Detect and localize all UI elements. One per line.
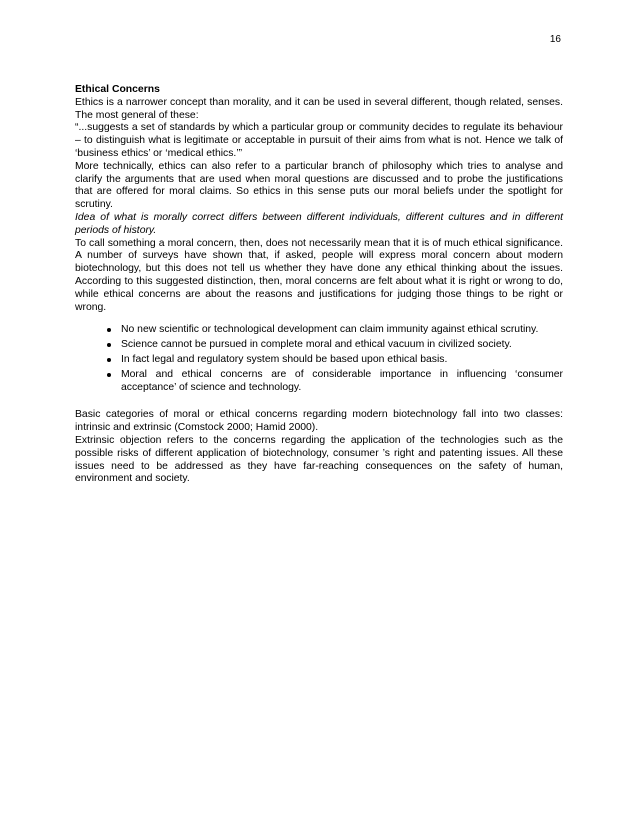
bullet-icon bbox=[107, 343, 111, 347]
spacer bbox=[75, 396, 563, 409]
bullet-icon bbox=[107, 358, 111, 362]
page-number: 16 bbox=[549, 34, 561, 45]
paragraph-ethics-definition: Ethics is a narrower concept than morality, and it can be used in several different, though related, senses. The most general of these: bbox=[75, 96, 563, 121]
paragraph-moral-concern: To call something a moral concern, then, does not necessarily mean that it is of much ethical significance. A number of surveys have shown that, if asked, people will express moral concern about modern biotechnology, but this does not tell us whether they have done any ethical thinking about the issues. According to this suggested distinction, then, moral concerns are felt about what it is right or wrong to do, while ethical concerns are about the reasons and justifications for judging those things to be right or wrong. bbox=[75, 237, 563, 313]
bullet-icon bbox=[107, 328, 111, 332]
bullet-item bbox=[121, 354, 563, 367]
bullet-icon bbox=[107, 373, 111, 377]
bullet-list bbox=[75, 324, 563, 394]
section-heading: Ethical Concerns bbox=[75, 84, 160, 95]
bullet-text: No new scientific or technological development can claim immunity against ethical scrutiny. bbox=[121, 324, 539, 336]
bullet-text: In fact legal and regulatory system should be based upon ethical basis. bbox=[121, 353, 448, 365]
bullet-text: Science cannot be pursued in complete moral and ethical vacuum in civilized society. bbox=[121, 339, 512, 351]
bullet-item bbox=[121, 369, 563, 395]
paragraph-categories: Basic categories of moral or ethical concerns regarding modern biotechnology fall into two classes: intrinsic and extrinsic (Comstock 2000; Hamid 2000). bbox=[75, 409, 563, 434]
paragraph-moral-correctness: Idea of what is morally correct differs between different individuals, different cultures and in different periods of history. bbox=[75, 211, 563, 236]
bullet-text: Moral and ethical concerns are of considerable importance in influencing ‘consumer acceptance’ of science and technology. bbox=[121, 368, 563, 393]
paragraph-quote: “...suggests a set of standards by which a particular group or community decides to regulate its behaviour – to distinguish what is legitimate or acceptable in pursuit of their aims from what is not. Hence we talk of ‘business ethics’ or ‘medical ethics.’” bbox=[75, 122, 563, 159]
document-body bbox=[75, 84, 563, 486]
bullet-item bbox=[121, 339, 563, 352]
paragraph-technical-ethics: More technically, ethics can also refer to a particular branch of philosophy which tries to analyse and clarify the arguments that are used when moral questions are discussed and to probe the justifications that are offered for moral claims. So ethics in this sense puts our moral beliefs under the spotlight for scrutiny. bbox=[75, 160, 563, 211]
bullet-item bbox=[121, 324, 563, 337]
paragraph-extrinsic: Extrinsic objection refers to the concerns regarding the application of the technologies such as the possible risks of different application of biotechnology, consumer ’s right and patenting issues. All these issues need to be addressed as they have far-reaching consequences on the safety of human, environment and society. bbox=[75, 434, 563, 485]
